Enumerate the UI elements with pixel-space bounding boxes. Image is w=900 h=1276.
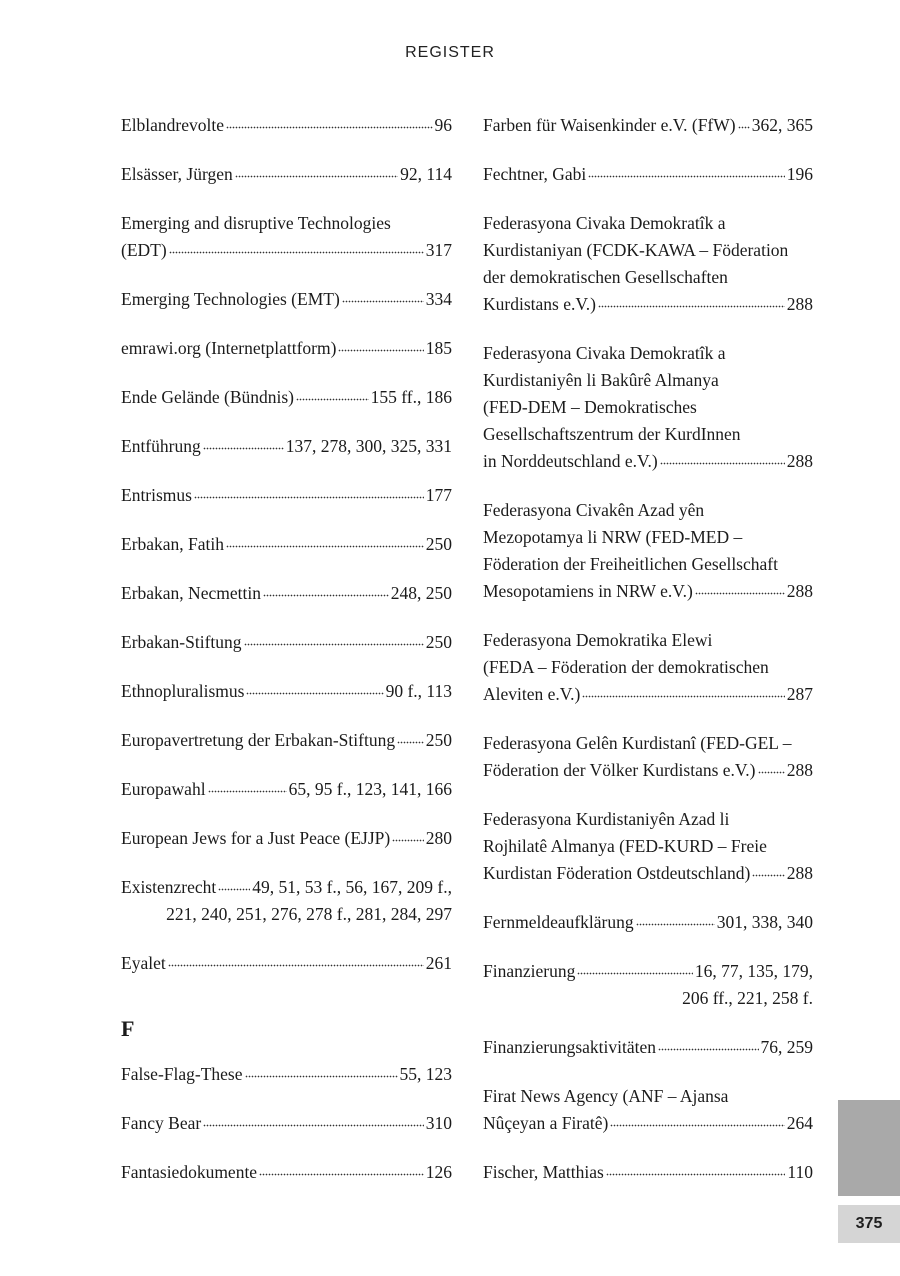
index-term: Eyalet [121,953,166,973]
index-entry-line: Federasyona Civaka Demokratîk a [483,343,726,363]
index-entry-main-line [483,1110,813,1137]
index-entry [483,340,813,475]
index-entry-main-line [483,448,813,475]
index-entry [121,286,452,313]
index-entry-main-line [121,727,452,754]
dot-leader [263,584,389,602]
index-entry-main-line [121,161,452,188]
index-entry-line: Kurdistaniyên li Bakûrê Almanya [483,370,719,390]
index-term: European Jews for a Just Peace (EJJP) [121,828,391,848]
index-term: Kurdistan Föderation Ostdeutschland) [483,863,751,883]
dot-leader [203,1114,424,1132]
index-entry-main-line [121,776,452,803]
dot-leader [636,913,715,931]
dot-leader [758,761,785,779]
index-entry-line: Gesellschaftszentrum der KurdInnen [483,424,741,444]
index-entry-line: (FED-DEM – Demokratisches [483,397,697,417]
index-term: Finanzierungsaktivitäten [483,1037,657,1057]
index-entry-line: Federasyona Kurdistaniyên Azad li [483,809,730,829]
page-references: 196 [786,164,813,184]
index-entry-main-line [121,335,452,362]
index-entry-main-line [121,950,452,977]
dot-leader [588,165,784,183]
index-term: Europawahl [121,779,206,799]
index-entry-main-line [483,112,813,139]
dot-leader [244,633,424,651]
index-term: Fischer, Matthias [483,1162,604,1182]
index-entry-main-line [121,286,452,313]
dot-leader [169,241,424,259]
index-entry [121,1061,452,1088]
dot-leader [342,290,424,308]
index-entry-main-line [121,825,452,852]
index-term: emrawi.org (Internetplattform) [121,338,337,358]
page-references: 301, 338, 340 [716,912,813,932]
entries-f-section-continued [483,112,813,1186]
dot-leader [296,388,369,406]
index-term: Emerging Technologies (EMT) [121,289,340,309]
thumb-index-tab [838,1100,900,1196]
page-references: 288 [786,451,813,471]
index-entry [121,776,452,803]
index-entry [121,433,452,460]
page-references: 96 [434,115,452,135]
index-entry [483,627,813,708]
dot-leader [582,685,784,703]
entries-f-section [121,1061,452,1186]
index-column-left [121,112,452,1208]
dot-leader [660,452,785,470]
index-term: Aleviten e.V.) [483,684,581,704]
index-entry-main-line [483,860,813,887]
page-references: 280 [425,828,452,848]
dot-leader [226,116,432,134]
index-column-right [483,112,813,1208]
index-term: Ende Gelände (Bündnis) [121,387,295,407]
page-references: 185 [425,338,452,358]
page-references: 334 [425,289,452,309]
page-references: 49, 51, 53 f., 56, 167, 209 f., [252,877,452,897]
entries-e-section [121,112,452,977]
index-term: Fernmeldeaufklärung [483,912,634,932]
index-entry-line: Federasyona Gelên Kurdistanî (FED-GEL – [483,733,792,753]
index-entry-main-line [121,678,452,705]
index-term: Entführung [121,436,201,456]
dot-leader [168,954,424,972]
page-references: 90 f., 113 [385,681,452,701]
page-number: 375 [838,1205,900,1243]
index-entry-main-line [121,531,452,558]
index-entry [483,1083,813,1137]
index-entry-line: Federasyona Civaka Demokratîk a [483,213,726,233]
dot-leader [235,165,398,183]
index-entry-line: der demokratischen Gesellschaften [483,267,728,287]
index-entry-main-line [121,1110,452,1137]
index-entry [121,161,452,188]
index-entry-main-line [483,958,813,985]
page-references: 261 [425,953,452,973]
page-references: 310 [425,1113,452,1133]
index-term: Nûçeyan a Firatê) [483,1113,609,1133]
dot-leader [658,1038,758,1056]
index-entry-line: Rojhilatê Almanya (FED-KURD – Freie [483,836,767,856]
index-entry [121,825,452,852]
index-entry-main-line [121,629,452,656]
dot-leader [752,864,784,882]
index-entry [483,806,813,887]
index-entry-line: Kurdistaniyan (FCDK-KAWA – Föderation [483,240,789,260]
page-references: 16, 77, 135, 179, [694,961,813,981]
dot-leader [208,780,287,798]
index-term: Kurdistans e.V.) [483,294,596,314]
index-entry-main-line [121,874,452,901]
page-references: 288 [786,581,813,601]
page-references: 288 [786,863,813,883]
index-entry [121,482,452,509]
page-references: 155 ff., 186 [370,387,452,407]
page-references: 288 [786,294,813,314]
index-term: Fechtner, Gabi [483,164,587,184]
index-term: Erbakan, Fatih [121,534,225,554]
index-entry-main-line [121,1159,452,1186]
index-term: Finanzierung [483,961,576,981]
index-entry-line: Föderation der Freiheitlichen Gesellschaft [483,554,778,574]
index-entry [121,1159,452,1186]
index-entry [121,210,452,264]
page-references: 250 [425,730,452,750]
index-term: False-Flag-These [121,1064,243,1084]
index-entry-main-line [121,580,452,607]
index-term: Fantasiedokumente [121,1162,258,1182]
index-entry-main-line [483,681,813,708]
index-entry-main-line [121,433,452,460]
index-entry [483,497,813,605]
page-references: 250 [425,534,452,554]
page-references-continued: 221, 240, 251, 276, 278 f., 281, 284, 297 [166,904,452,924]
page-references: 362, 365 [751,115,813,135]
index-entry [121,950,452,977]
dot-leader [695,582,785,600]
index-entry [483,909,813,936]
dot-leader [606,1163,786,1181]
index-term: Erbakan, Necmettin [121,583,261,603]
page-references: 317 [425,240,452,260]
dot-leader [338,339,423,357]
index-term: Erbakan-Stiftung [121,632,242,652]
page-references: 287 [786,684,813,704]
index-entry-line: Federasyona Civakên Azad yên [483,500,705,520]
dot-leader [577,962,693,980]
index-term: Existenzrecht [121,877,217,897]
dot-leader [245,1065,398,1083]
page-references-continued: 206 ff., 221, 258 f. [682,988,813,1008]
index-entry [121,727,452,754]
running-head: REGISTER [405,44,495,61]
dot-leader [259,1163,424,1181]
index-entry [483,1034,813,1061]
dot-leader [218,878,250,896]
dot-leader [610,1114,784,1132]
index-entry [121,335,452,362]
index-entry-main-line [483,291,813,318]
index-entry-main-line [483,161,813,188]
dot-leader [598,295,785,313]
index-entry-main-line [483,1034,813,1061]
page-references: 65, 95 f., 123, 141, 166 [288,779,452,799]
index-entry-main-line [483,1159,813,1186]
page-references: 248, 250 [390,583,452,603]
index-term: Ethnopluralismus [121,681,245,701]
section-letter-f: F [121,1016,135,1041]
dot-leader [738,116,750,134]
index-term: Föderation der Völker Kurdistans e.V.) [483,760,756,780]
index-entry [121,112,452,139]
index-term: (EDT) [121,240,167,260]
page-references: 76, 259 [760,1037,813,1057]
index-entry-main-line [121,482,452,509]
index-entry [483,1159,813,1186]
index-entry-main-line [121,384,452,411]
index-entry [483,958,813,1012]
index-entry-line: (FEDA – Föderation der demokratischen [483,657,769,677]
index-entry [121,531,452,558]
page-references: 250 [425,632,452,652]
index-entry [121,1110,452,1137]
index-entry-line: Firat News Agency (ANF – Ajansa [483,1086,729,1106]
index-entry [483,161,813,188]
index-term: in Norddeutschland e.V.) [483,451,658,471]
dot-leader [203,437,284,455]
index-entry [121,629,452,656]
index-entry [483,730,813,784]
index-entry [121,384,452,411]
index-term: Elblandrevolte [121,115,225,135]
index-entry-line: Federasyona Demokratika Elewi [483,630,713,650]
index-term: Fancy Bear [121,1113,202,1133]
page-references: 288 [786,760,813,780]
dot-leader [194,486,424,504]
index-entry [121,678,452,705]
page-references: 110 [787,1162,813,1182]
index-entry-main-line [121,237,452,264]
index-entry-main-line [483,757,813,784]
dot-leader [397,731,424,749]
page-references: 177 [425,485,452,505]
index-term: Elsässer, Jürgen [121,164,233,184]
index-entry [121,874,452,928]
page-references: 137, 278, 300, 325, 331 [285,436,452,456]
index-entry [121,580,452,607]
index-entry-main-line [121,112,452,139]
page-references: 55, 123 [399,1064,452,1084]
index-entry-main-line [483,578,813,605]
index-term: Mesopotamiens in NRW e.V.) [483,581,693,601]
index-entry-line: Mezopotamya li NRW (FED-MED – [483,527,743,547]
index-term: Farben für Waisenkinder e.V. (FfW) [483,115,736,135]
index-entry-main-line [121,1061,452,1088]
page-references: 264 [786,1113,813,1133]
index-term: Europavertretung der Erbakan-Stiftung [121,730,396,750]
dot-leader [246,682,383,700]
index-term: Entrismus [121,485,192,505]
index-entry [483,210,813,318]
page-references: 92, 114 [400,164,452,184]
index-entry-line: Emerging and disruptive Technologies [121,213,391,233]
page-references: 126 [425,1162,452,1182]
dot-leader [392,829,424,847]
dot-leader [226,535,424,553]
index-entry-main-line [483,909,813,936]
index-entry [483,112,813,139]
